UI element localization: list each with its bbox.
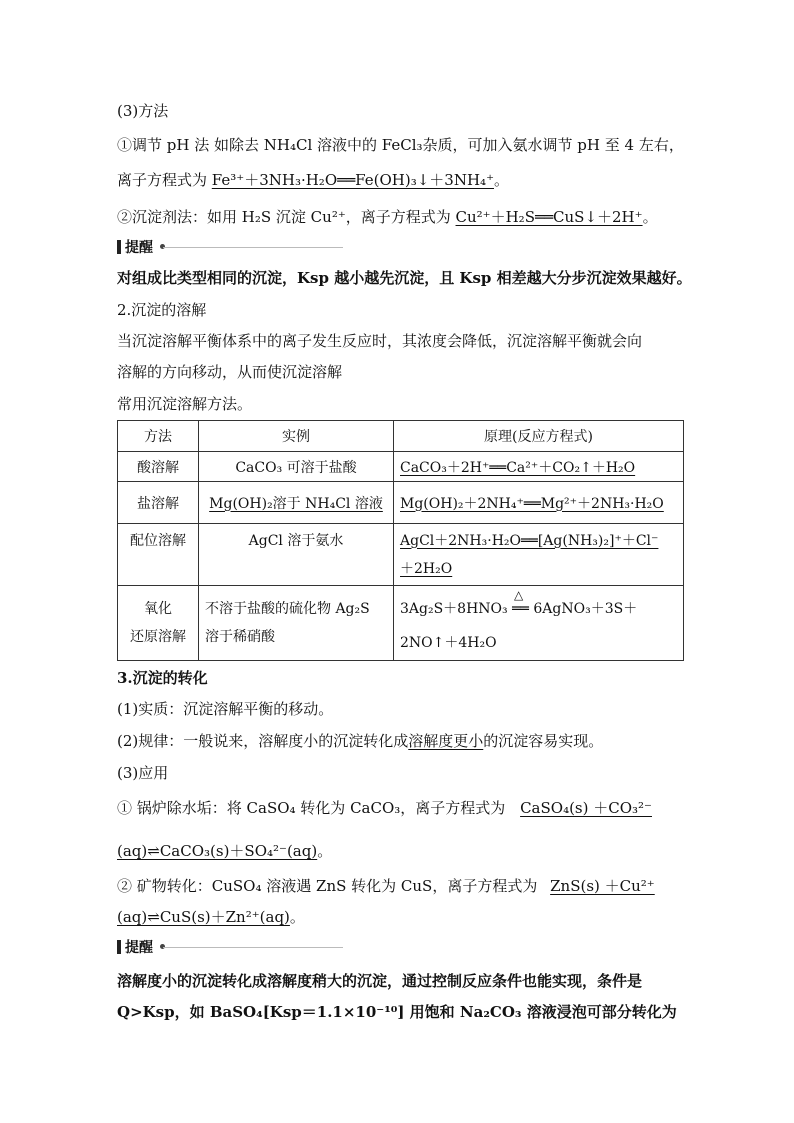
table-row <box>118 452 684 482</box>
tip-badge-2 <box>117 937 153 957</box>
app-1-equation-part1: CaSO₄(s) ＋CO₃²⁻ <box>520 799 652 817</box>
rule-prefix: (2)规律：一般说来，溶解度小的沉淀转化成 <box>117 732 409 750</box>
header-example: 实例 <box>199 421 394 452</box>
principle-equation: Mg(OH)₂＋2NH₄⁺══Mg²⁺＋2NH₃·H₂O <box>400 495 664 512</box>
header-method: 方法 <box>118 421 199 452</box>
rule-line <box>117 731 603 751</box>
principle-equation: CaCO₃＋2H⁺══Ca²⁺＋CO₂↑＋H₂O <box>400 459 636 476</box>
cell-principle <box>394 524 684 586</box>
eq-suffix: 。 <box>317 842 333 860</box>
essence-line: (1)实质：沉淀溶解平衡的移动。 <box>117 700 334 718</box>
cell-method: 盐溶解 <box>118 482 199 524</box>
section-2-para-1: 当沉淀溶解平衡体系中的离子发生反应时，其浓度会降低，沉淀溶解平衡就会向 <box>117 332 643 350</box>
tip-1-text: 对组成比类型相同的沉淀，Ksp 越小越先沉淀，且 Ksp 相差越大分步沉淀效果越好。 <box>117 269 692 287</box>
header-principle: 原理(反应方程式) <box>394 421 684 452</box>
eq-suffix: 。 <box>289 908 305 926</box>
tip-badge-1 <box>117 237 153 257</box>
cell-principle <box>394 586 684 661</box>
table-header-row <box>118 421 684 452</box>
method-line-1: 氧化 <box>144 601 172 617</box>
section-2-para-2: 溶解的方向移动，从而使沉淀溶解 <box>117 363 343 381</box>
method-heading: (3)方法 <box>117 102 169 120</box>
tip-label: 提醒 <box>125 240 153 256</box>
eq-suffix: 。 <box>494 171 510 189</box>
section-2-title: 2.沉淀的溶解 <box>117 301 207 319</box>
tip-bar-icon <box>117 240 121 254</box>
app-1-equation-part2: (aq)⇌CaCO₃(s)＋SO₄²⁻(aq) <box>117 842 318 860</box>
example-line-1: 不溶于盐酸的硫化物 Ag₂S <box>205 601 370 617</box>
method-line-2: 还原溶解 <box>130 629 186 645</box>
principle-equation: AgCl＋2NH₃·H₂O══[Ag(NH₃)₂]⁺＋Cl⁻ <box>400 532 659 549</box>
cell-principle <box>394 452 684 482</box>
cell-example: CaCO₃ 可溶于盐酸 <box>199 452 394 482</box>
principle-equation-cont: 2NO↑＋4H₂O <box>400 635 497 651</box>
tip-2-line-2: Q>Ksp，如 BaSO₄[Ksp＝1.1×10⁻¹⁰] 用饱和 Na₂CO₃ 溶液浸泡可部分转化为 <box>117 1003 677 1021</box>
application-heading: (3)应用 <box>117 764 169 782</box>
eq-prefix: 离子方程式为 <box>117 171 208 189</box>
tip-bar-icon <box>117 940 121 954</box>
principle-equation <box>400 588 638 626</box>
tip-label: 提醒 <box>125 940 153 956</box>
dissolution-methods-table <box>117 420 684 661</box>
heat-symbol: △ <box>513 588 524 602</box>
cell-example: AgCl 溶于氨水 <box>199 524 394 586</box>
cell-principle <box>394 482 684 524</box>
app-1-text: ① 锅炉除水垢：将 CaSO₄ 转化为 CaCO₃，离子方程式为 <box>117 799 506 817</box>
cell-example <box>199 482 394 524</box>
tip-rule <box>163 247 343 248</box>
cell-example <box>199 586 394 661</box>
table-row <box>118 482 684 524</box>
app-2-line <box>117 876 655 896</box>
eq-suffix: 。 <box>642 208 658 226</box>
example-line-2: 溶于稀硝酸 <box>205 629 275 645</box>
fe-equation: Fe³⁺＋3NH₃·H₂O══Fe(OH)₃↓＋3NH₄⁺ <box>211 171 494 189</box>
rule-suffix: 的沉淀容易实现。 <box>483 732 604 750</box>
app-2-text: ② 矿物转化：CuSO₄ 溶液遇 ZnS 转化为 CuS，离子方程式为 <box>117 877 538 895</box>
ph-method-equation-line <box>117 170 509 190</box>
app-1-line <box>117 798 652 818</box>
cell-method: 酸溶解 <box>118 452 199 482</box>
precipitant-text: ②沉淀剂法：如用 H₂S 沉淀 Cu²⁺，离子方程式为 <box>117 208 451 226</box>
app-1-line-2 <box>117 841 332 861</box>
example-text: Mg(OH)₂溶于 NH₄Cl 溶液 <box>209 495 383 512</box>
section-3-title: 3.沉淀的转化 <box>117 669 208 687</box>
cell-method <box>118 586 199 661</box>
cu-equation: Cu²⁺＋H₂S══CuS↓＋2H⁺ <box>455 208 643 226</box>
app-2-equation-part1: ZnS(s) ＋Cu²⁺ <box>550 877 655 895</box>
section-2-para-3: 常用沉淀溶解方法。 <box>117 395 253 413</box>
app-2-line-2 <box>117 907 305 927</box>
precipitant-line <box>117 207 658 227</box>
principle-equation-cont: ＋2H₂O <box>400 560 453 577</box>
cell-method: 配位溶解 <box>118 524 199 586</box>
ph-method-line: ①调节 pH 法 如除去 NH₄Cl 溶液中的 FeCl₃杂质，可加入氨水调节 pH 至 4 左右， <box>117 136 684 154</box>
table-row <box>118 586 684 661</box>
app-2-equation-part2: (aq)⇌CuS(s)＋Zn²⁺(aq) <box>117 908 290 926</box>
tip-rule <box>163 947 343 948</box>
table-row <box>118 524 684 586</box>
principle-equation-text: 3Ag₂S＋8HNO₃ ══ 6AgNO₃＋3S＋ <box>400 601 638 617</box>
rule-underlined: 溶解度更小 <box>408 732 484 750</box>
tip-2-line-1: 溶解度小的沉淀转化成溶解度稍大的沉淀，通过控制反应条件也能实现，条件是 <box>117 972 643 990</box>
